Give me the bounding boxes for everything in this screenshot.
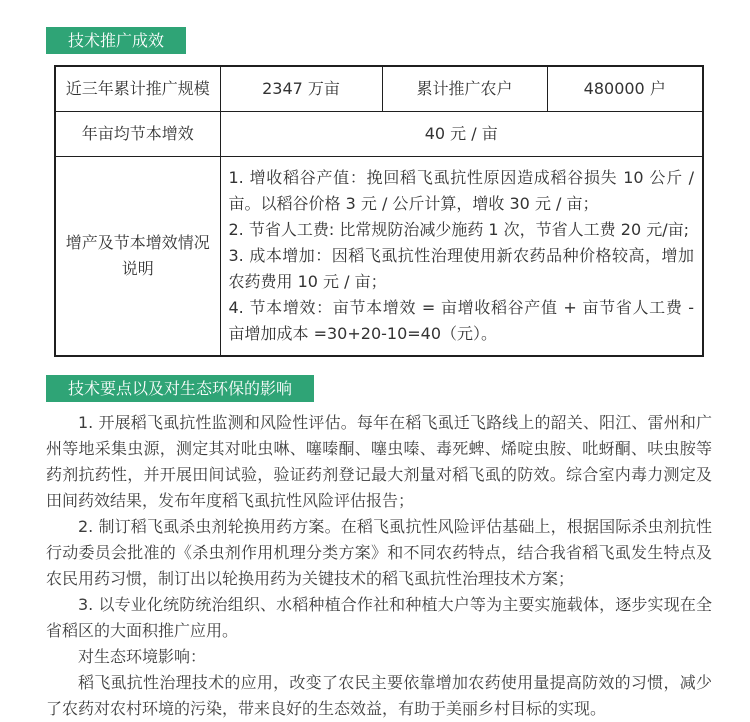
cell-detail-content [220, 157, 703, 357]
section-title-tech-points-eco-impact: 技术要点以及对生态环保的影响 [46, 375, 314, 402]
detail-item-2: 2. 节省人工费: 比常规防治减少施药 1 次，节省人工费 20 元/亩; [228, 220, 689, 239]
table-row-savings [55, 112, 703, 157]
table-row-scale [55, 66, 703, 112]
paragraph-eco-impact: 稻飞虱抗性治理技术的应用，改变了农民主要依靠增加农药使用量提高防效的习惯，减少了农药对农村环境的污染，带来良好的生态效益，有助于美丽乡村目标的实现。 [46, 673, 712, 718]
paragraph-eco-heading: 对生态环境影响： [78, 647, 207, 666]
paragraph-rotation-plan: 2. 制订稻飞虱杀虫剂轮换用药方案。在稻飞虱抗性风险评估基础上，根据国际杀虫剂抗性行动委员会批准的《杀虫剂作用机理分类方案》和不同农药特点，结合我省稻飞虱发生特点及农民用药习惯，制订出以轮换用药为关键技术的稻飞虱抗性治理技术方案； [46, 517, 712, 588]
paragraph-implementation: 3. 以专业化统防统治组织、水稻种植合作社和种植大户等为主要实施载体，逐步实现在全省稻区的大面积推广应用。 [46, 595, 712, 640]
table-row-detail [55, 157, 703, 357]
cell-savings-value: 40 元 / 亩 [220, 112, 703, 157]
section-title-promotion-results: 技术推广成效 [46, 27, 186, 54]
detail-item-4: 4. 节本增效：亩节本增效 = 亩增收稻谷产值 + 亩节省人工费 - 亩增加成本 =30+20-10=40（元）。 [228, 298, 694, 343]
cell-households-label: 累计推广农户 [382, 66, 547, 112]
cell-detail-label: 增产及节本增效情况说明 [55, 157, 220, 357]
detail-item-1: 1. 增收稻谷产值：挽回稻飞虱抗性原因造成稻谷损失 10 公斤 / 亩。以稻谷价格 3 元 / 公斤计算，增收 30 元 / 亩； [228, 168, 694, 213]
cell-scale-value: 2347 万亩 [220, 66, 382, 112]
detail-item-3: 3. 成本增加：因稻飞虱抗性治理使用新农药品种价格较高，增加农药费用 10 元 / 亩； [228, 246, 694, 291]
tech-points-text-block [46, 410, 712, 722]
promotion-results-table [54, 65, 704, 357]
cell-savings-label: 年亩均节本增效 [55, 112, 220, 157]
cell-scale-label: 近三年累计推广规模 [55, 66, 220, 112]
cell-households-value: 480000 户 [547, 66, 703, 112]
paragraph-monitoring: 1. 开展稻飞虱抗性监测和风险性评估。每年在稻飞虱迁飞路线上的韶关、阳江、雷州和广州等地采集虫源，测定其对吡虫啉、噻嗪酮、噻虫嗪、毒死蜱、烯啶虫胺、吡蚜酮、呋虫胺等药剂抗药性，并开展田间试验，验证药剂登记最大剂量对稻飞虱的防效。综合室内毒力测定及田间药效结果，发布年度稻飞虱抗性风险评估报告； [46, 413, 712, 510]
